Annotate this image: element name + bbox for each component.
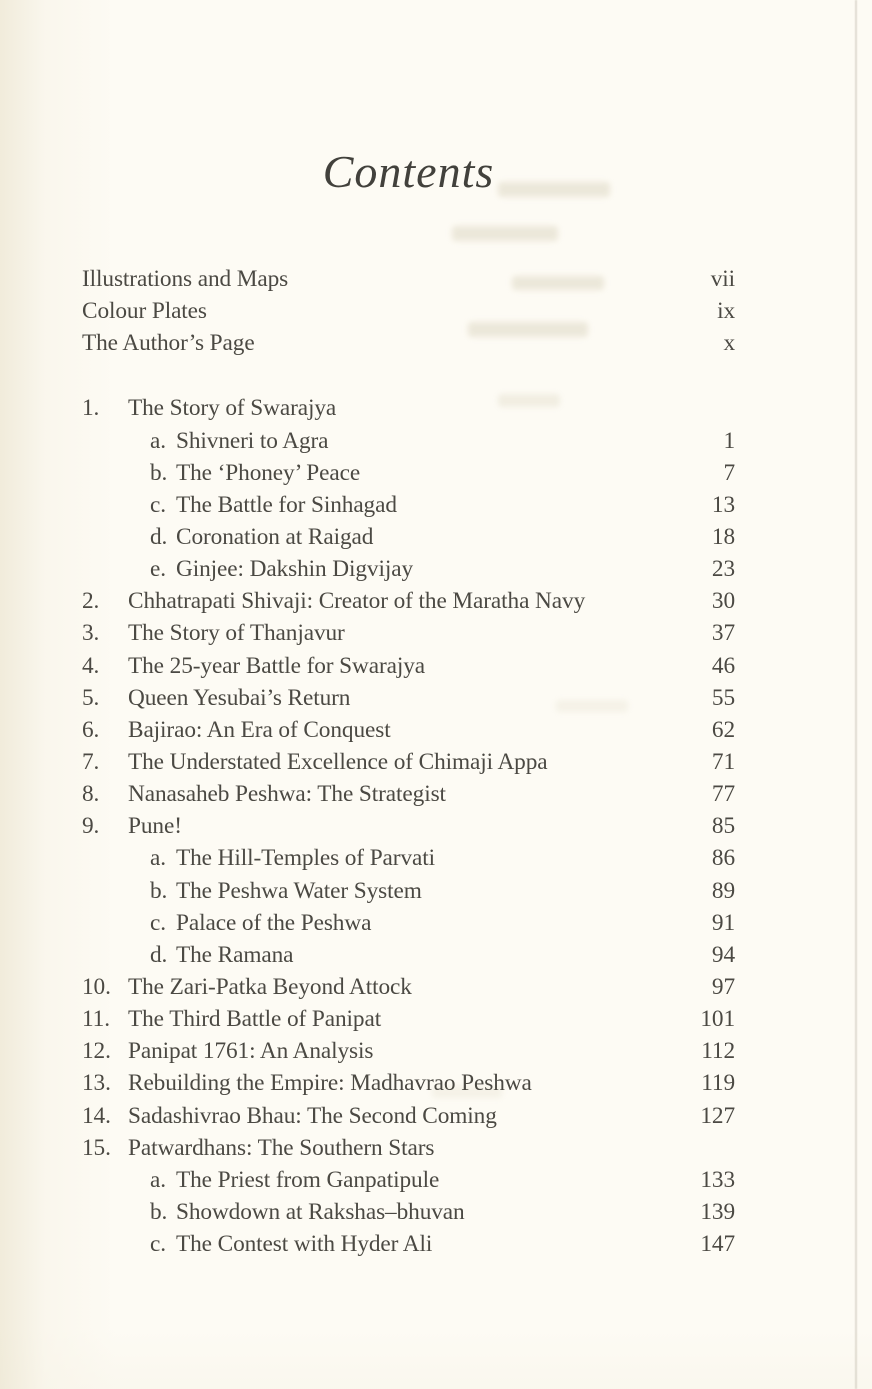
- subsection-title: The Contest with Hyder Ali: [176, 1231, 433, 1258]
- chapter-title: Pune!: [128, 813, 182, 840]
- chapter-number: 7.: [82, 748, 100, 775]
- chapter-row: [82, 1035, 735, 1067]
- page-number: 77: [711, 781, 735, 808]
- subsection-letter: c.: [150, 491, 166, 518]
- chapter-subrow: [150, 1228, 735, 1260]
- chapter-subrow: [150, 907, 735, 939]
- front-matter-label: Illustrations and Maps: [82, 266, 289, 292]
- chapter-row: [82, 971, 735, 1003]
- chapter-subrow: [150, 842, 735, 874]
- front-matter-label: Colour Plates: [82, 298, 207, 325]
- chapter-subrow: [150, 1164, 735, 1196]
- page-number: 89: [711, 877, 735, 904]
- subsection-letter: b.: [150, 1198, 168, 1225]
- page-number: 101: [700, 1006, 735, 1033]
- chapter-subrow: [150, 489, 735, 521]
- page-number: 127: [700, 1102, 735, 1129]
- page-number: 97: [711, 973, 735, 1000]
- chapter-row: [82, 650, 735, 682]
- page-number: vii: [710, 266, 735, 292]
- subsection-title: The Ramana: [176, 941, 294, 968]
- subsection-letter: c.: [150, 1231, 166, 1258]
- chapter-title: Bajirao: An Era of Conquest: [128, 716, 391, 743]
- chapter-number: 13.: [82, 1070, 111, 1097]
- chapter-subrow: [150, 553, 735, 585]
- subsection-letter: b.: [150, 877, 168, 904]
- chapter-title: The Story of Swarajya: [128, 395, 337, 422]
- chapter-title: Queen Yesubai’s Return: [128, 684, 351, 711]
- subsection-title: The Peshwa Water System: [176, 877, 422, 904]
- page-number: 37: [711, 620, 735, 647]
- chapter-row: [82, 1067, 735, 1099]
- chapter-subrow: [150, 1196, 735, 1228]
- subsection-letter: a.: [150, 845, 166, 872]
- page-number: 1: [723, 427, 735, 454]
- chapter-number: 2.: [82, 588, 100, 615]
- chapter-row: [82, 1003, 735, 1035]
- chapter-title: Patwardhans: The Southern Stars: [128, 1134, 435, 1161]
- chapter-subrow: [150, 939, 735, 971]
- page-number: 147: [700, 1231, 735, 1258]
- subsection-letter: b.: [150, 459, 168, 486]
- subsection-letter: a.: [150, 1166, 166, 1193]
- chapter-number: 12.: [82, 1038, 111, 1065]
- subsection-letter: d.: [150, 523, 168, 550]
- front-matter-label: The Author’s Page: [82, 330, 255, 357]
- subsection-title: Coronation at Raigad: [176, 523, 374, 550]
- front-matter-row: [82, 263, 735, 295]
- subsection-title: Palace of the Peshwa: [176, 909, 372, 936]
- chapter-row: [82, 585, 735, 617]
- subsection-title: The ‘Phoney’ Peace: [176, 459, 361, 486]
- page-number: 85: [711, 813, 735, 840]
- page-number: 133: [700, 1166, 735, 1193]
- page-number: 7: [723, 459, 735, 486]
- subsection-title: The Battle for Sinhagad: [176, 491, 397, 518]
- chapter-title: The Third Battle of Panipat: [128, 1006, 382, 1033]
- page-number: 91: [711, 909, 735, 936]
- chapter-number: 1.: [82, 395, 100, 422]
- page-number: 30: [711, 588, 735, 615]
- page-number: 55: [711, 684, 735, 711]
- chapter-title: Nanasaheb Peshwa: The Strategist: [128, 781, 446, 808]
- page-number: 119: [701, 1070, 735, 1097]
- chapter-title: Panipat 1761: An Analysis: [128, 1038, 374, 1065]
- chapter-number: 14.: [82, 1102, 111, 1129]
- chapter-row: [82, 617, 735, 649]
- subsection-letter: d.: [150, 941, 168, 968]
- page-number: 46: [711, 652, 735, 679]
- chapter-title: The Understated Excellence of Chimaji Appa: [128, 748, 548, 775]
- subsection-title: Shivneri to Agra: [176, 427, 329, 454]
- page-title: Contents: [322, 146, 495, 197]
- chapter-row: [82, 1132, 735, 1164]
- subsection-title: Showdown at Rakshas–bhuvan: [176, 1198, 465, 1225]
- chapter-number: 15.: [82, 1134, 111, 1161]
- chapter-title: The Zari-Patka Beyond Attock: [128, 973, 412, 1000]
- page-number: 71: [711, 748, 735, 775]
- chapter-number: 5.: [82, 684, 100, 711]
- page-number: x: [723, 330, 735, 357]
- page-number: 18: [711, 523, 735, 550]
- chapter-row: [82, 778, 735, 810]
- chapter-title: Chhatrapati Shivaji: Creator of the Maratha Navy: [128, 588, 586, 615]
- subsection-letter: a.: [150, 427, 166, 454]
- front-matter-row: [82, 327, 735, 359]
- chapter-subrow: [150, 425, 735, 457]
- chapter-subrow: [150, 457, 735, 489]
- chapter-title: The 25-year Battle for Swarajya: [128, 652, 426, 679]
- page-number: 13: [711, 491, 735, 518]
- chapter-row: [82, 392, 735, 424]
- subsection-title: Ginjee: Dakshin Digvijay: [176, 556, 413, 583]
- page-number: 23: [711, 556, 735, 583]
- subsection-title: The Priest from Ganpatipule: [176, 1166, 440, 1193]
- chapter-number: 10.: [82, 973, 111, 1000]
- page-number: ix: [717, 298, 735, 325]
- chapter-number: 4.: [82, 652, 100, 679]
- front-matter-list: [82, 263, 735, 359]
- chapter-row: [82, 682, 735, 714]
- chapter-number: 9.: [82, 813, 100, 840]
- page-number: 86: [711, 845, 735, 872]
- chapter-number: 3.: [82, 620, 100, 647]
- subsection-letter: e.: [150, 556, 166, 583]
- subsection-title: The Hill-Temples of Parvati: [176, 845, 435, 872]
- page-number: 94: [711, 941, 735, 968]
- chapter-subrow: [150, 521, 735, 553]
- page-number: 62: [711, 716, 735, 743]
- page-number: 112: [701, 1038, 735, 1065]
- chapter-row: [82, 746, 735, 778]
- chapter-title: Rebuilding the Empire: Madhavrao Peshwa: [128, 1070, 532, 1097]
- subsection-letter: c.: [150, 909, 166, 936]
- chapter-row: [82, 810, 735, 842]
- chapter-number: 6.: [82, 716, 100, 743]
- chapter-row: [82, 714, 735, 746]
- chapter-number: 11.: [82, 1006, 110, 1033]
- chapter-title: The Story of Thanjavur: [128, 620, 345, 647]
- chapter-row: [82, 1100, 735, 1132]
- chapter-subrow: [150, 875, 735, 907]
- page-number: 139: [700, 1198, 735, 1225]
- front-matter-row: [82, 295, 735, 327]
- chapter-number: 8.: [82, 781, 100, 808]
- chapter-list: [82, 392, 735, 1260]
- chapter-title: Sadashivrao Bhau: The Second Coming: [128, 1102, 497, 1129]
